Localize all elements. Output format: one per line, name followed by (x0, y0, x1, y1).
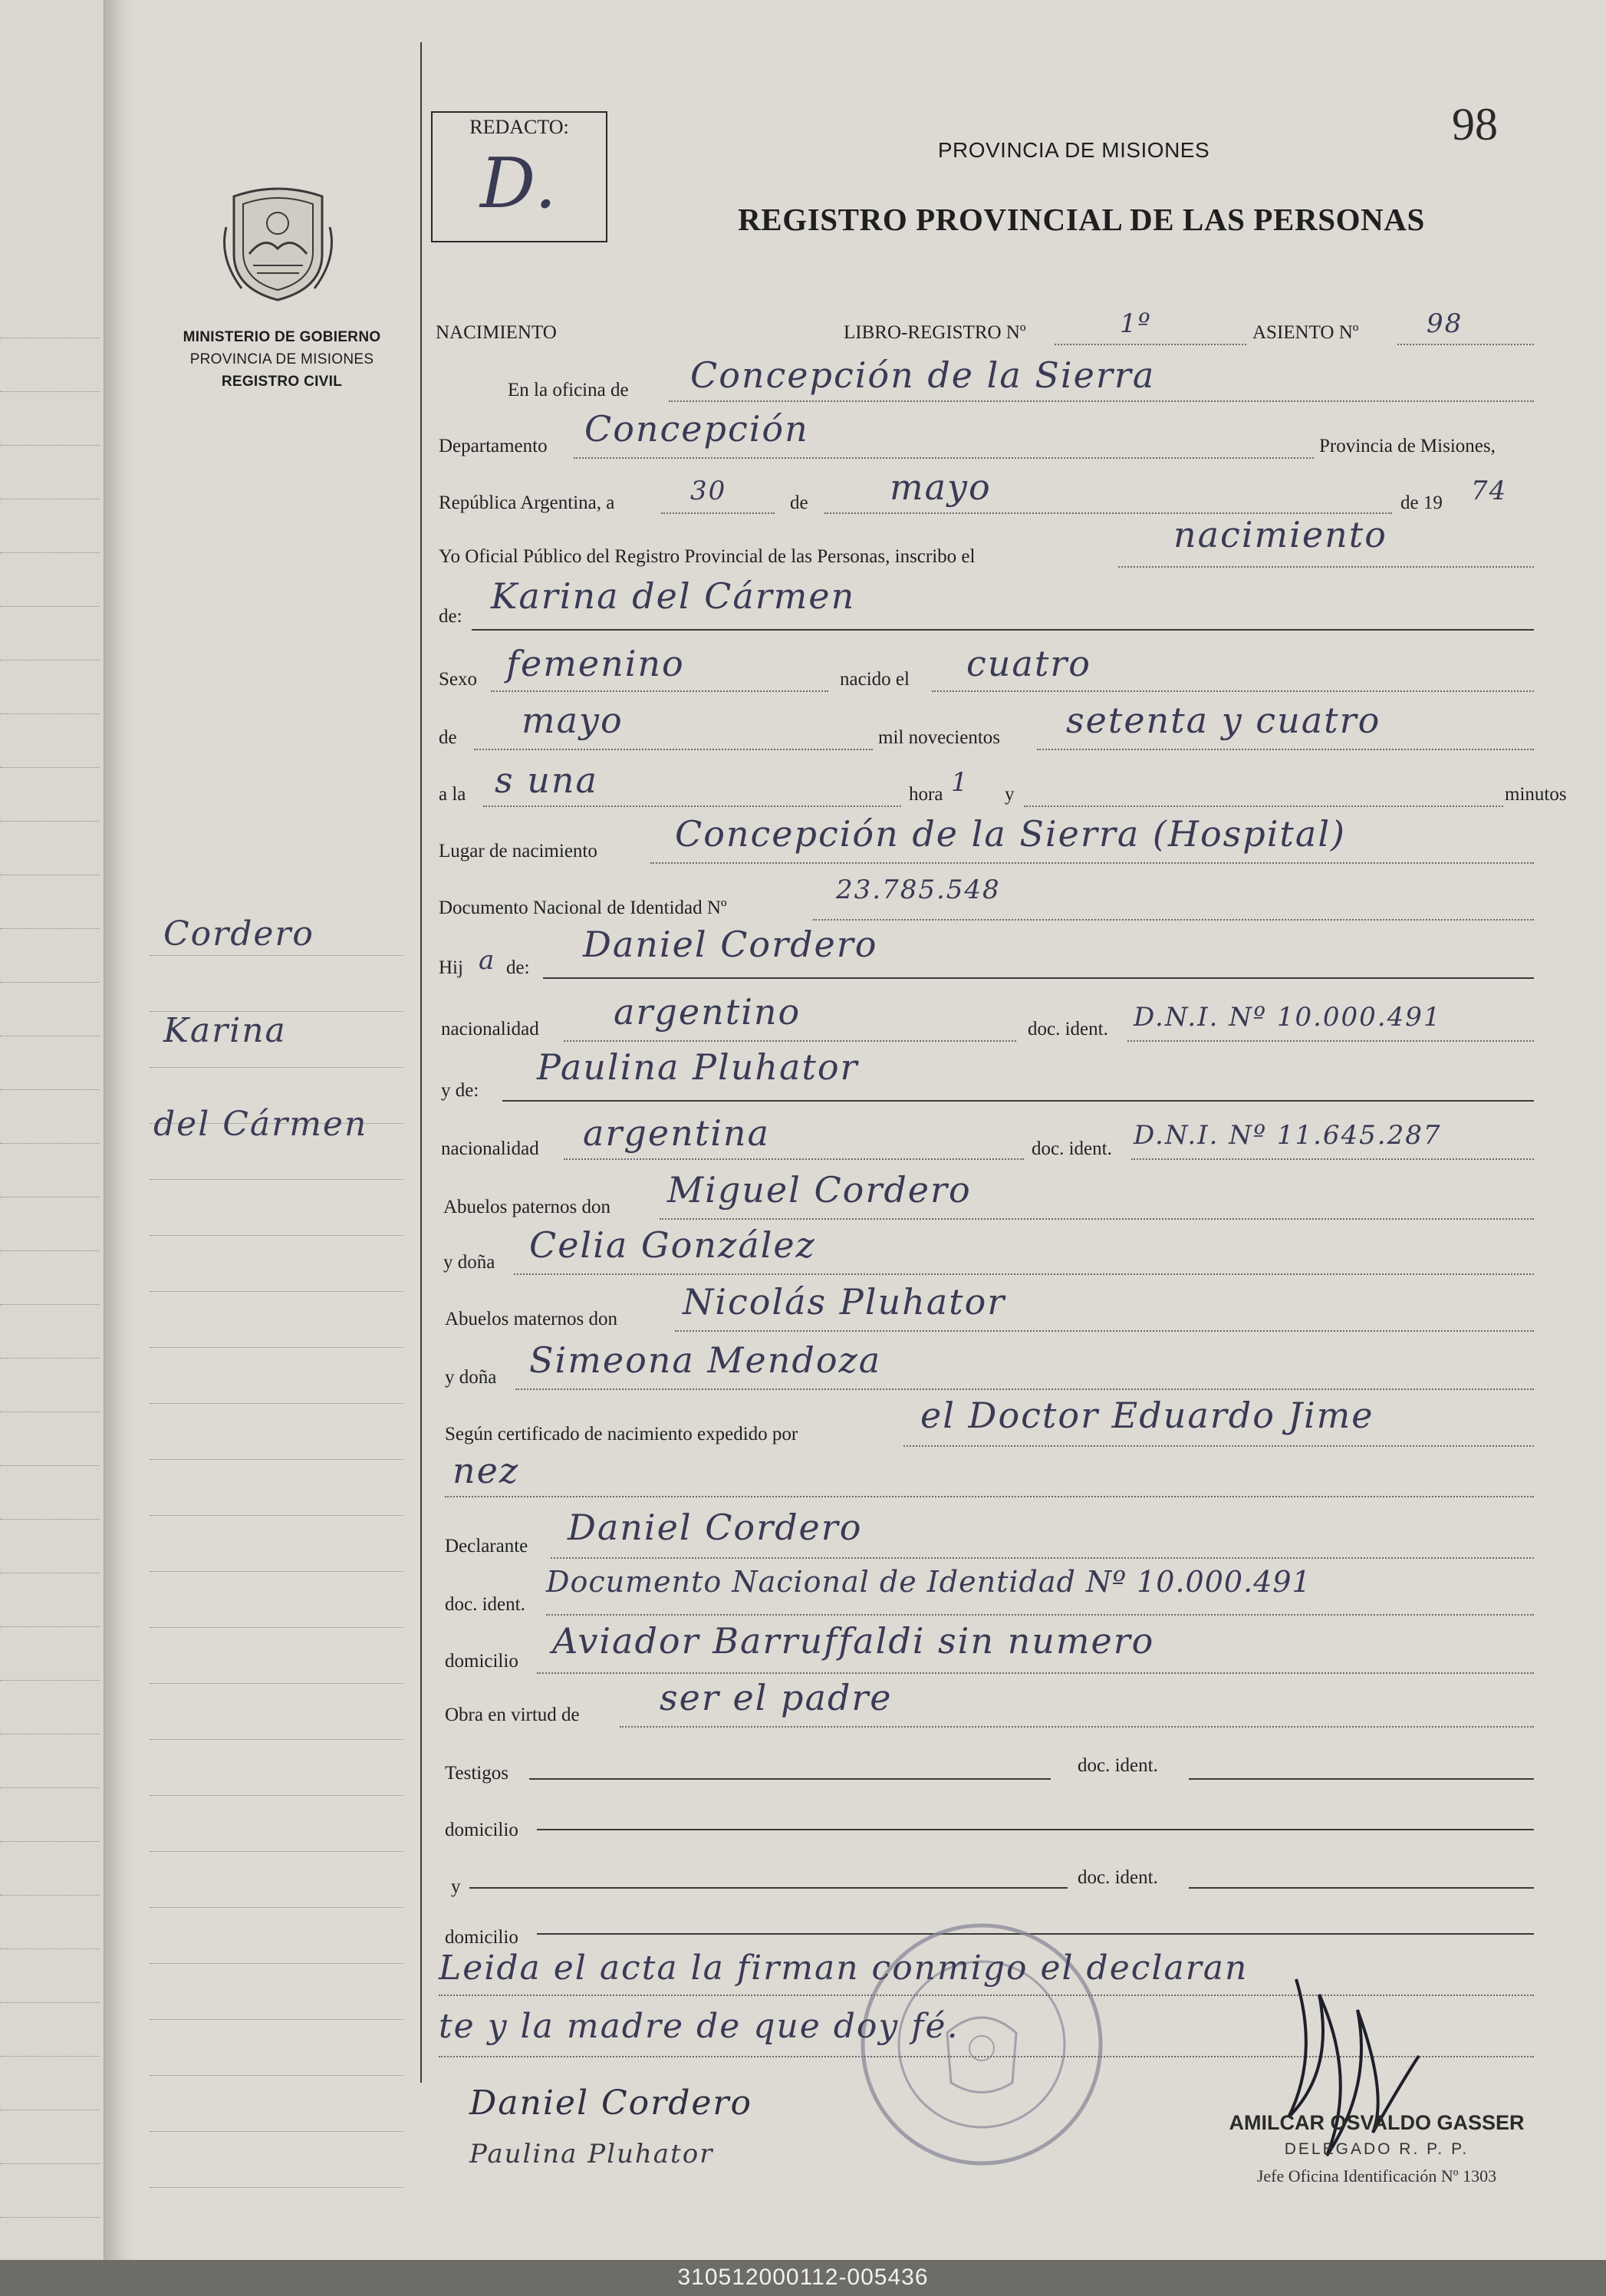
minutos-label: minutos (1505, 784, 1567, 805)
libro-line (1055, 344, 1246, 345)
y-testigo-label: y (451, 1876, 461, 1897)
y-testigo-line (469, 1887, 1068, 1889)
margin-rule (150, 1403, 403, 1404)
domicilio-testigo2-label: domicilio (445, 1927, 518, 1948)
signature-declarante: Daniel Cordero (469, 2084, 752, 2123)
doc-declarante-line (546, 1614, 1534, 1616)
certificado-value: el Doctor Eduardo Jime (920, 1395, 1374, 1436)
mes2-value: mayo (522, 700, 624, 741)
libro-value: 1º (1120, 308, 1152, 339)
redacto-box (431, 111, 607, 242)
margin-rule (150, 1515, 403, 1516)
left-strip-rule (0, 391, 100, 392)
departamento-value: Concepción (584, 408, 809, 450)
margin-rule (150, 2075, 403, 2076)
left-strip-rule (0, 2056, 100, 2057)
left-strip-rule (0, 1519, 100, 1520)
abuela-paterna-value: Celia González (529, 1224, 816, 1266)
de2-label: de (439, 727, 457, 748)
nacido-value: cuatro (966, 643, 1091, 684)
ala-label: a la (439, 784, 466, 805)
ala-value: s una (495, 759, 598, 801)
margin-rule (150, 2131, 403, 2132)
oficina-label: En la oficina de (508, 380, 629, 400)
mil-label: mil novecientos (878, 727, 1000, 748)
margin-divider-line (420, 42, 422, 2083)
domicilio-label: domicilio (445, 1651, 518, 1672)
certificado-line (903, 1445, 1534, 1447)
province-coat-of-arms-icon (219, 181, 337, 304)
left-strip-rule (0, 767, 100, 768)
left-strip-rule (0, 1089, 100, 1090)
margin-rule (150, 1627, 403, 1628)
doc-testigo-line (1189, 1778, 1534, 1780)
left-strip-rule (0, 1680, 100, 1681)
oficina-value: Concepción de la Sierra (690, 354, 1156, 396)
departamento-line (574, 457, 1314, 459)
closing-line-1: Leida el acta la firman conmigo el declaran (439, 1948, 1249, 1988)
abuela-materna-label: y doña (445, 1367, 497, 1388)
left-strip-rule (0, 1250, 100, 1251)
doc-testigo-label: doc. ident. (1078, 1755, 1158, 1776)
sexo-value: femenino (506, 643, 685, 684)
abuela-paterna-line (514, 1273, 1534, 1275)
margin-rule (150, 1179, 403, 1180)
doc-testigo2-label: doc. ident. (1078, 1867, 1158, 1888)
mes-value: mayo (890, 466, 992, 508)
republica-label: República Argentina, a (439, 492, 615, 513)
libro-label: LIBRO-REGISTRO Nº (844, 322, 1026, 343)
nacionalidad-padre-label: nacionalidad (441, 1019, 539, 1039)
doc-madre-value: D.N.I. Nº 11.645.287 (1134, 1120, 1442, 1151)
lugar-line (650, 862, 1534, 864)
domicilio-testigo-label: domicilio (445, 1820, 518, 1840)
padre-value: Daniel Cordero (583, 924, 878, 965)
mil-value: setenta y cuatro (1066, 700, 1381, 741)
domicilio-testigo-line (537, 1829, 1534, 1830)
oficial-label: Yo Oficial Público del Registro Provincial de las Personas, inscribo el (439, 546, 976, 567)
record-type-label: NACIMIENTO (436, 322, 557, 343)
testigos-line (529, 1778, 1051, 1780)
departamento-label: Departamento (439, 436, 548, 456)
certificado-label: Según certificado de nacimiento expedido por (445, 1424, 798, 1444)
left-strip-rule (0, 2002, 100, 2003)
left-strip-rule (0, 1895, 100, 1896)
oficina-line (669, 400, 1534, 402)
sexo-line (491, 690, 828, 692)
hora-value: 1 (951, 767, 969, 798)
redacto-initial: D. (480, 143, 558, 224)
abuelos-paternos-label: Abuelos paternos don (443, 1197, 611, 1217)
de-anio-label: de 19 (1400, 492, 1443, 513)
registry-heading: REGISTRO PROVINCIAL DE LAS PERSONAS (738, 202, 1425, 237)
obra-label: Obra en virtud de (445, 1705, 580, 1725)
mil-line (1037, 749, 1534, 750)
declarante-line (551, 1557, 1534, 1559)
obra-line (620, 1726, 1534, 1728)
nacionalidad-madre-label: nacionalidad (441, 1138, 539, 1159)
testigos-label: Testigos (445, 1763, 508, 1784)
ministry-line-2: PROVINCIA DE MISIONES (189, 351, 374, 367)
domicilio-line (537, 1672, 1534, 1674)
ala-line (483, 805, 901, 807)
margin-rule (150, 2019, 403, 2020)
abuelos-paternos-line (660, 1218, 1534, 1220)
margin-rule (150, 1907, 403, 1908)
margin-rule (150, 1571, 403, 1572)
abuela-paterna-label: y doña (443, 1252, 495, 1273)
hij-suffix: a (479, 945, 496, 976)
book-gutter (104, 0, 135, 2260)
doc-padre-line (1127, 1040, 1534, 1042)
left-strip-rule (0, 1143, 100, 1144)
dia-line (661, 512, 775, 514)
certificado-value-2: nez (453, 1450, 520, 1491)
dia-value: 30 (690, 476, 727, 506)
doc-padre-value: D.N.I. Nº 10.000.491 (1134, 1002, 1442, 1033)
left-strip-rule (0, 1304, 100, 1305)
abuela-materna-line (515, 1388, 1534, 1390)
left-strip-rule (0, 1787, 100, 1788)
left-strip-rule (0, 821, 100, 822)
redacto-label: REDACTO: (469, 116, 569, 138)
margin-rule (150, 1683, 403, 1684)
nacido-line (932, 690, 1534, 692)
oficial-line (1118, 566, 1534, 568)
left-strip-rule (0, 1358, 100, 1359)
hij-label: Hij (439, 957, 463, 978)
official-department: Jefe Oficina Identificación Nº 1303 (1256, 2166, 1497, 2186)
left-strip-rule (0, 1465, 100, 1466)
nacido-label: nacido el (840, 669, 910, 690)
padre-line (543, 977, 1534, 979)
nombre-label: de: (439, 606, 462, 627)
margin-rule (150, 1851, 403, 1852)
page-number: 98 (1452, 99, 1498, 150)
left-strip-rule (0, 445, 100, 446)
left-strip-rule (0, 928, 100, 929)
madre-label: y de: (441, 1080, 479, 1101)
left-strip-rule (0, 1626, 100, 1627)
doc-madre-label: doc. ident. (1032, 1138, 1112, 1159)
signature-madre: Paulina Pluhator (469, 2139, 714, 2169)
margin-rule (150, 1291, 403, 1292)
margin-surname: Cordero (163, 914, 314, 954)
doc-declarante-label: doc. ident. (445, 1594, 525, 1615)
doc-testigo2-line (1189, 1887, 1534, 1889)
document-id: 310512000112-005436 (677, 2265, 929, 2290)
nombre-line (472, 629, 1534, 631)
asiento-label: ASIENTO Nº (1252, 322, 1359, 343)
margin-rule (150, 1795, 403, 1796)
madre-line (502, 1100, 1534, 1102)
nacionalidad-madre-line (564, 1158, 1024, 1160)
margin-rule (150, 1963, 403, 1964)
lugar-value: Concepción de la Sierra (Hospital) (675, 813, 1346, 855)
dni-line (813, 919, 1534, 921)
declarante-value: Daniel Cordero (568, 1507, 863, 1548)
previous-page-edge (0, 0, 106, 2260)
abuelo-paterno-value: Miguel Cordero (667, 1169, 972, 1211)
oficial-value: nacimiento (1173, 514, 1387, 555)
left-strip-rule (0, 552, 100, 553)
left-strip-rule (0, 982, 100, 983)
asiento-line (1397, 344, 1534, 345)
left-strip-rule (0, 2217, 100, 2218)
provincia-label: Provincia de Misiones, (1319, 436, 1496, 456)
ministry-line-1: MINISTERIO DE GOBIERNO (183, 329, 381, 345)
abuelos-maternos-label: Abuelos maternos don (445, 1309, 617, 1329)
y-label: y (1005, 784, 1015, 805)
certificado-line-2 (445, 1496, 1534, 1497)
official-name: AMILCAR OSVALDO GASSER (1229, 2111, 1525, 2134)
ministry-header (150, 326, 414, 393)
left-strip-rule (0, 1841, 100, 1842)
dni-label: Documento Nacional de Identidad Nº (439, 898, 727, 918)
margin-rule (150, 1739, 403, 1740)
declarante-label: Declarante (445, 1536, 528, 1556)
asiento-value: 98 (1427, 308, 1463, 339)
ministry-line-3: REGISTRO CIVIL (221, 374, 343, 390)
province-heading: PROVINCIA DE MISIONES (937, 138, 1210, 162)
hij-de-label: de: (506, 957, 530, 978)
mes2-line (474, 749, 873, 750)
left-strip-rule (0, 2163, 100, 2164)
margin-rule (150, 1347, 403, 1348)
margin-rule (150, 1067, 403, 1068)
sexo-label: Sexo (439, 669, 477, 690)
nacionalidad-padre-value: argentino (614, 991, 801, 1033)
left-strip-rule (0, 1948, 100, 1949)
closing-line-2: te y la madre de que doy fé. (439, 2007, 959, 2046)
abuelos-maternos-line (675, 1330, 1534, 1332)
margin-rule (150, 1459, 403, 1460)
nombre-value: Karina del Cármen (491, 575, 856, 617)
dni-value: 23.785.548 (836, 875, 1001, 905)
doc-padre-label: doc. ident. (1028, 1019, 1108, 1039)
margin-rule (150, 2187, 403, 2188)
nacionalidad-madre-value: argentina (583, 1112, 770, 1154)
doc-declarante-value: Documento Nacional de Identidad Nº 10.000.491 (546, 1565, 1311, 1599)
madre-value: Paulina Pluhator (537, 1046, 859, 1088)
margin-rule (150, 1235, 403, 1236)
left-strip-rule (0, 606, 100, 607)
anio-value: 74 (1471, 476, 1508, 506)
minutos-line (1024, 805, 1503, 807)
nacionalidad-padre-line (564, 1040, 1016, 1042)
official-role: DELEGADO R. P. P. (1284, 2140, 1469, 2158)
left-strip-rule (0, 713, 100, 714)
margin-rule (150, 955, 403, 956)
domicilio-value: Aviador Barruffaldi sin numero (552, 1620, 1155, 1662)
obra-value: ser el padre (660, 1677, 893, 1718)
doc-madre-line (1131, 1158, 1534, 1160)
margin-first-name: Karina (163, 1011, 287, 1050)
lugar-label: Lugar de nacimiento (439, 841, 597, 861)
margin-middle-name: del Cármen (153, 1105, 368, 1144)
abuelo-materno-value: Nicolás Pluhator (683, 1281, 1006, 1323)
hora-label: hora (909, 784, 943, 805)
de-label: de (790, 492, 808, 513)
abuela-materna-value: Simeona Mendoza (529, 1339, 882, 1381)
